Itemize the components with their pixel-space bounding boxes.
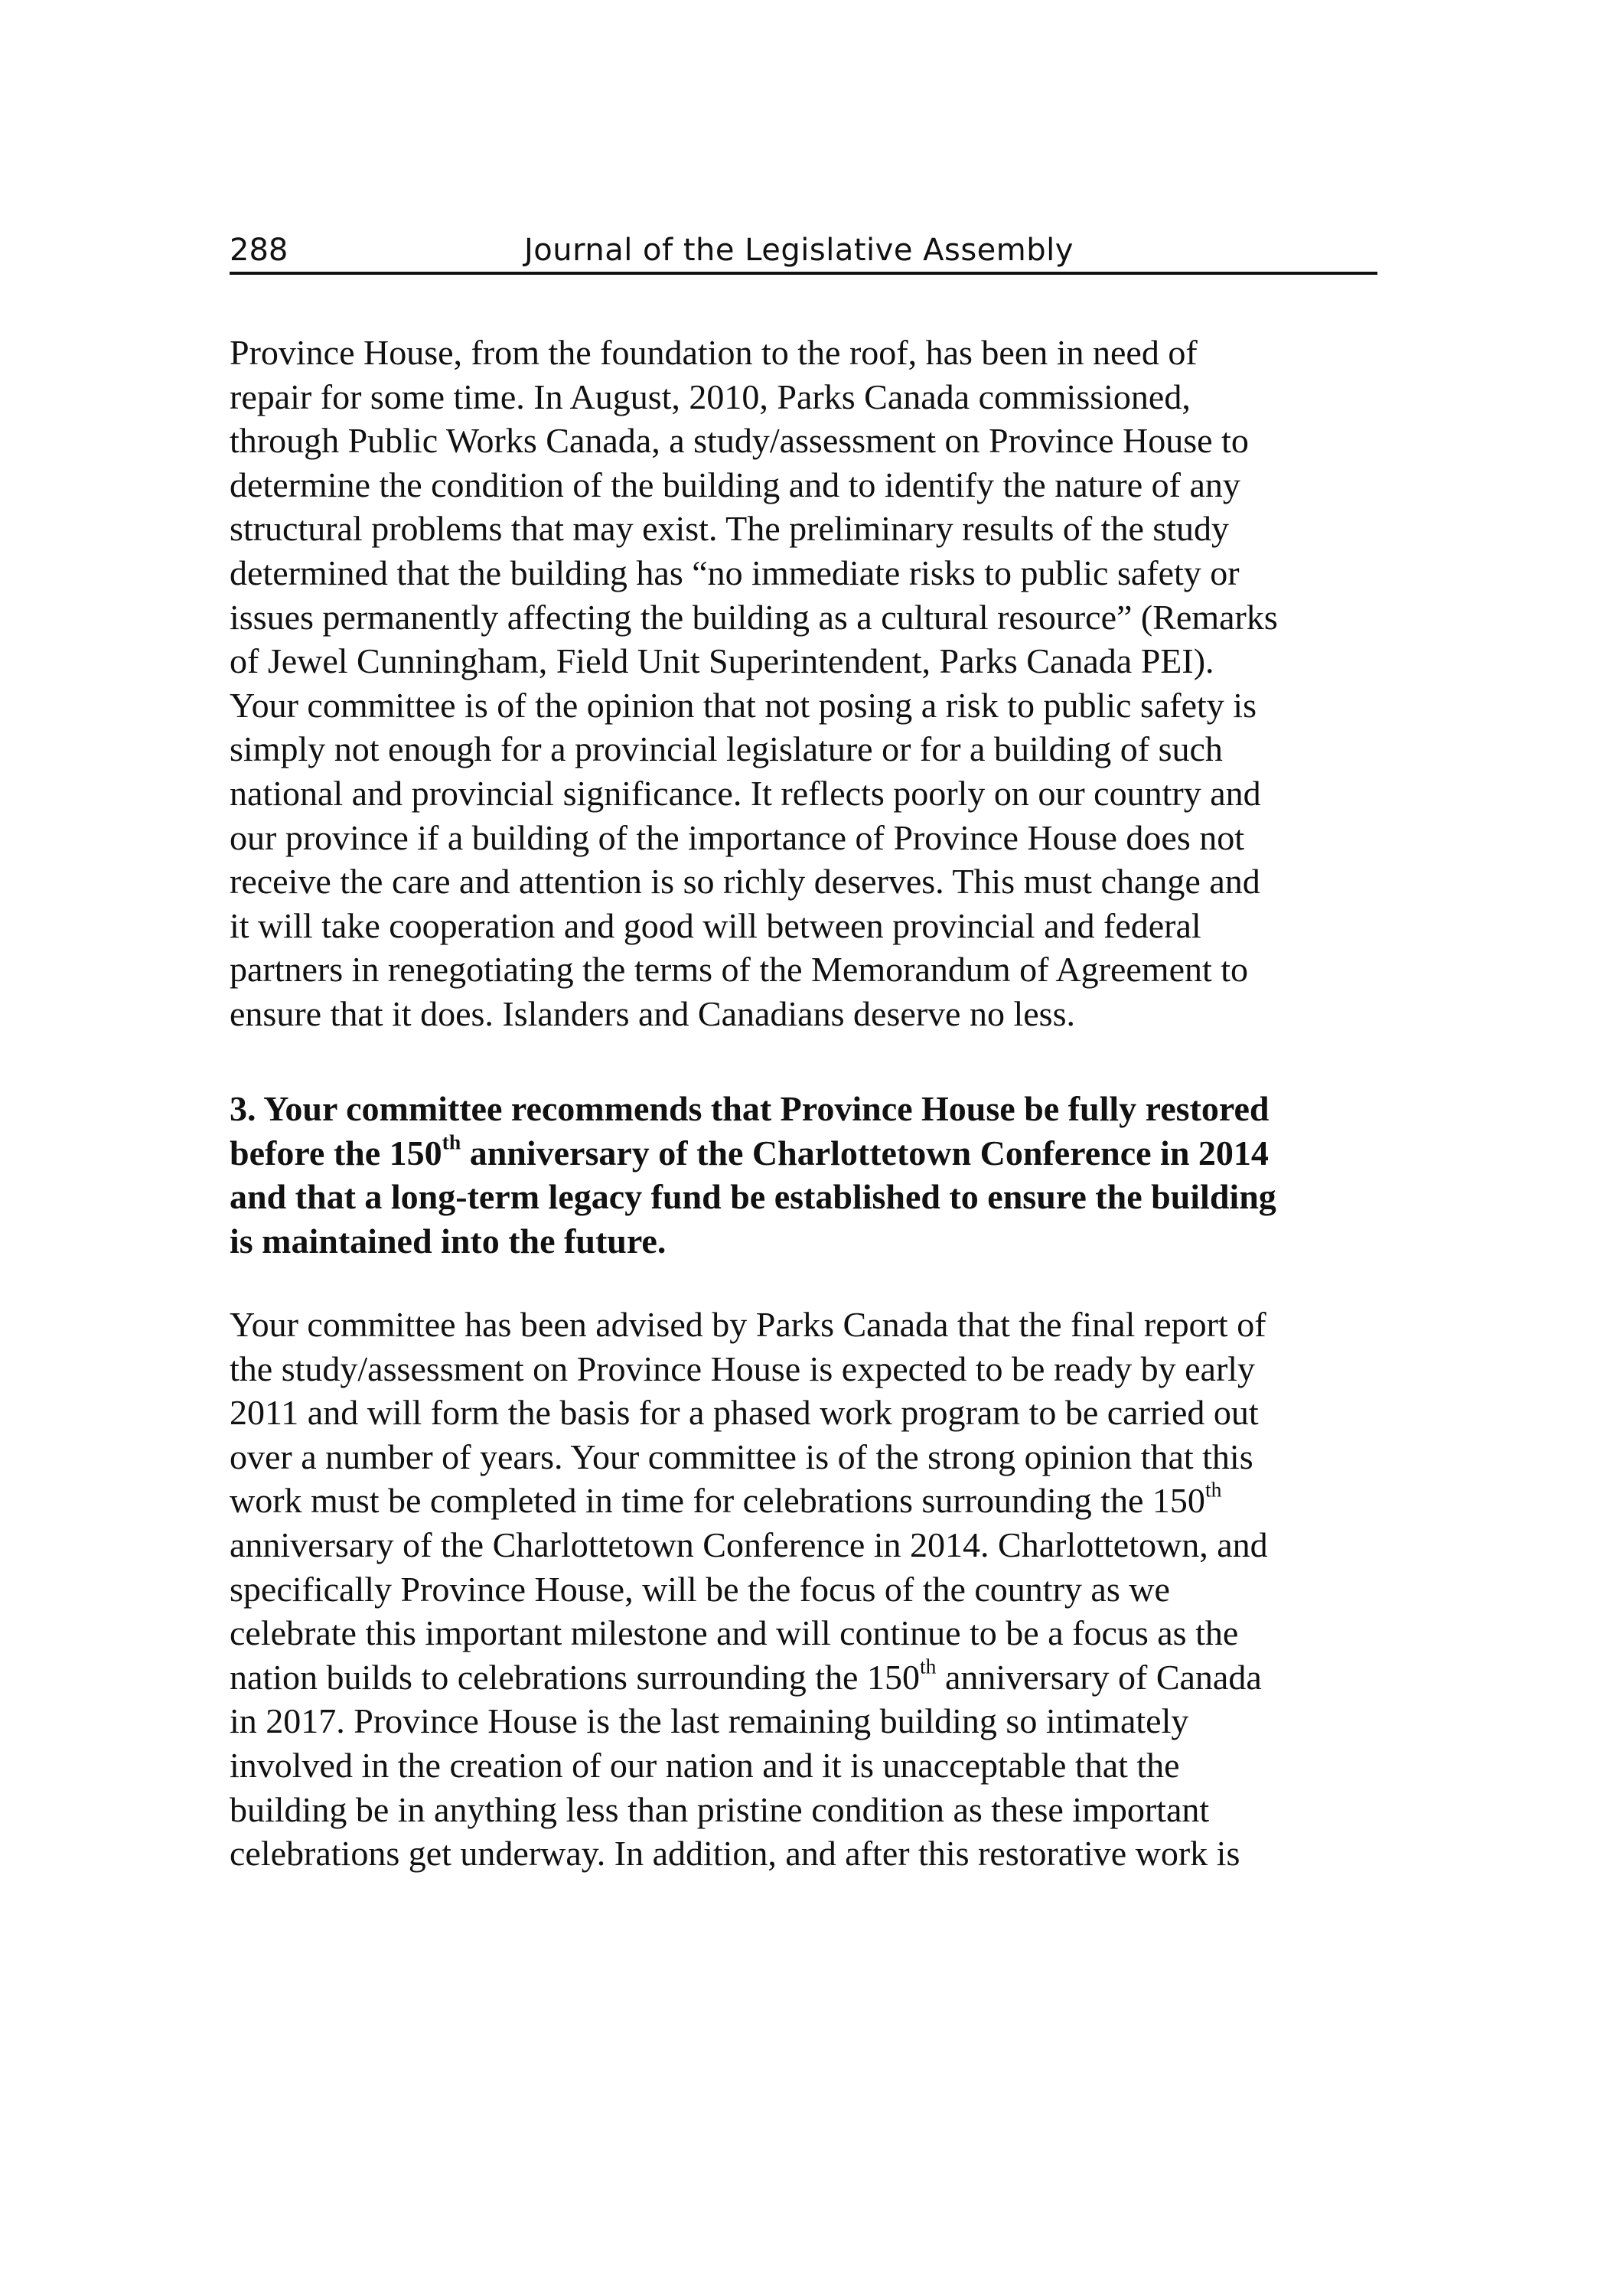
paragraph-line	[230, 1479, 1377, 1523]
paragraph-line: anniversary of the Charlottetown Conference in 2014. Charlottetown, and	[230, 1525, 1268, 1564]
paragraph-line: Your committee has been advised by Parks Canada that the final report of	[230, 1305, 1266, 1344]
ordinal-superscript: th	[442, 1129, 461, 1153]
paragraph-line: issues permanently affecting the building as a cultural resource” (Remarks	[230, 597, 1278, 637]
paragraph-line: Province House, from the foundation to the roof, has been in need of	[230, 333, 1198, 372]
ordinal-superscript: th	[919, 1654, 937, 1678]
paragraph-line: 2011 and will form the basis for a phased work program to be carried out	[230, 1393, 1259, 1433]
ordinal-superscript: th	[1204, 1477, 1222, 1502]
paragraph-line: determined that the building has “no immediate risks to public safety or	[230, 553, 1240, 592]
paragraph-line: of Jewel Cunningham, Field Unit Superintendent, Parks Canada PEI).	[230, 641, 1214, 681]
paragraph-line: over a number of years. Your committee is of the strong opinion that this	[230, 1437, 1253, 1476]
paragraph-line: the study/assessment on Province House is expected to be ready by early	[230, 1349, 1256, 1388]
text-run: before the 150	[230, 1133, 442, 1172]
paragraph-line: ensure that it does. Islanders and Canadians deserve no less.	[230, 993, 1075, 1033]
paragraph-line: Your committee is of the opinion that not posing a risk to public safety is	[230, 685, 1257, 725]
paragraph-line: simply not enough for a provincial legislature or for a building of such	[230, 729, 1223, 769]
paragraph-line: repair for some time. In August, 2010, Parks Canada commissioned,	[230, 377, 1191, 416]
text-run: anniversary of the Charlottetown Conference in 2014	[461, 1133, 1269, 1172]
paragraph-line: determine the condition of the building and to identify the nature of any	[230, 465, 1240, 504]
paragraph-line: national and provincial significance. It reflects poorly on our country and	[230, 773, 1261, 813]
paragraph-line: specifically Province House, will be the focus of the country as we	[230, 1569, 1170, 1609]
paragraph-line: through Public Works Canada, a study/assessment on Province House to	[230, 421, 1249, 461]
paragraph-line: celebrate this important milestone and will continue to be a focus as the	[230, 1613, 1239, 1653]
text-run: nation builds to celebrations surrounding the 150	[230, 1657, 920, 1697]
journal-title: Journal of the Legislative Assembly	[524, 233, 1074, 268]
paragraph-line: involved in the creation of our nation and it is unacceptable that the	[230, 1745, 1180, 1785]
running-header	[230, 232, 1377, 275]
recommendation-line: is maintained into the future.	[230, 1221, 667, 1261]
paragraph-line: building be in anything less than pristine condition as these important	[230, 1789, 1210, 1829]
paragraph-province-house-repair	[230, 331, 1377, 1036]
text-run: anniversary of Canada	[936, 1657, 1262, 1697]
paragraph-line: structural problems that may exist. The preliminary results of the study	[230, 509, 1230, 549]
recommendation-line	[230, 1131, 1377, 1176]
page-number: 288	[230, 233, 288, 268]
paragraph-line: our province if a building of the importance of Province House does not	[230, 817, 1245, 857]
recommendation-line: 3. Your committee recommends that Province House be fully restored	[230, 1089, 1270, 1128]
paragraph-line	[230, 1655, 1377, 1700]
paragraph-line: celebrations get underway. In addition, and after this restorative work is	[230, 1834, 1240, 1874]
paragraph-line: in 2017. Province House is the last remaining building so intimately	[230, 1701, 1189, 1741]
paragraph-final-report	[230, 1303, 1377, 1876]
recommendation-line: and that a long-term legacy fund be established to ensure the building	[230, 1177, 1276, 1217]
paragraph-line: it will take cooperation and good will between provincial and federal	[230, 905, 1201, 945]
paragraph-line: partners in renegotiating the terms of the Memorandum of Agreement to	[230, 950, 1249, 990]
paragraph-line: receive the care and attention is so richly deserves. This must change and	[230, 862, 1260, 902]
text-run: work must be completed in time for celebrations surrounding the 150	[230, 1481, 1205, 1521]
recommendation-3	[230, 1087, 1377, 1263]
